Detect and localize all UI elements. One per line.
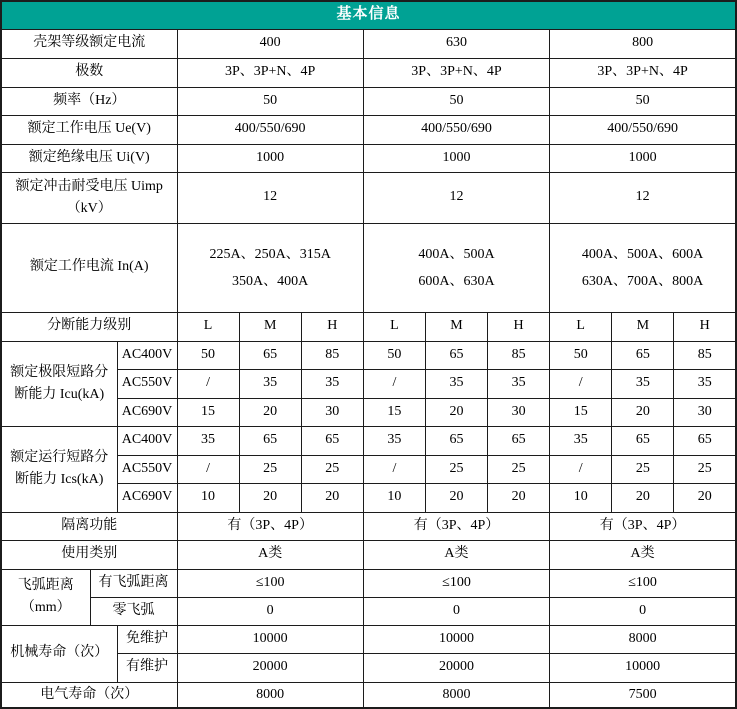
row-label-frequency: 频率（Hz） (1, 87, 177, 115)
value-cell: 1000 (550, 144, 736, 172)
table-row (1, 341, 736, 369)
value-cell: L (550, 312, 612, 341)
value-cell: 1000 (363, 144, 549, 172)
value-cell: A类 (550, 540, 736, 569)
value-cell: A类 (363, 540, 549, 569)
value-cell: 65 (425, 426, 487, 455)
value-cell: L (177, 312, 239, 341)
value-cell: H (674, 312, 736, 341)
value-cell: 35 (177, 426, 239, 455)
value-line: 400A、500A、600A (581, 246, 704, 262)
value-cell: 25 (425, 455, 487, 483)
value-cell: 50 (177, 87, 363, 115)
row-label-insulation-voltage: 额定绝缘电压 Ui(V) (1, 144, 177, 172)
value-cell: 800 (550, 29, 736, 58)
row-label-rated-voltage: 额定工作电压 Ue(V) (1, 115, 177, 144)
value-cell: 20 (612, 398, 674, 426)
value-cell: L (363, 312, 425, 341)
value-line: 400A、500A (418, 246, 495, 262)
value-cell: M (239, 312, 301, 341)
value-cell: 8000 (363, 682, 549, 708)
label-line: 飞弧距离 (17, 578, 74, 593)
row-label-utilization-category: 使用类别 (1, 540, 177, 569)
value-cell: 65 (301, 426, 363, 455)
label-line: （mm） (20, 600, 71, 615)
table-row (1, 172, 736, 223)
value-cell: 20 (488, 483, 550, 512)
value-cell: 35 (674, 369, 736, 398)
table-row (1, 625, 736, 653)
label-line: （kV） (66, 200, 112, 216)
value-cell: 35 (301, 369, 363, 398)
value-cell: 20 (612, 483, 674, 512)
sub-row-label: 有维护 (117, 653, 177, 682)
value-cell: 10 (550, 483, 612, 512)
value-cell: 50 (363, 341, 425, 369)
value-cell: 8000 (550, 625, 736, 653)
row-label-mechanical-life: 机械寿命（次） (1, 625, 117, 682)
value-cell: 65 (425, 341, 487, 369)
table-row (1, 29, 736, 58)
value-cell: 20 (239, 398, 301, 426)
sub-row-label: AC400V (117, 341, 177, 369)
sub-row-label: 免维护 (117, 625, 177, 653)
value-cell: 0 (177, 597, 363, 625)
value-cell: 85 (488, 341, 550, 369)
value-cell: 20 (674, 483, 736, 512)
value-cell: 35 (239, 369, 301, 398)
value-line: 630A、700A、800A (581, 273, 704, 289)
table-row (1, 144, 736, 172)
value-cell: 50 (363, 87, 549, 115)
value-cell: 65 (612, 341, 674, 369)
value-cell: 3P、3P+N、4P (363, 58, 549, 87)
value-cell: 30 (488, 398, 550, 426)
value-cell: 25 (612, 455, 674, 483)
value-cell: H (301, 312, 363, 341)
value-cell: 35 (363, 426, 425, 455)
value-cell: 50 (550, 87, 736, 115)
value-cell: / (550, 369, 612, 398)
value-cell (177, 223, 363, 312)
label-line: 额定极限短路分 (10, 364, 109, 380)
table-row (1, 569, 736, 597)
value-cell: 20 (239, 483, 301, 512)
value-cell: 10 (363, 483, 425, 512)
table-row (1, 512, 736, 540)
value-cell: M (612, 312, 674, 341)
value-cell: 10000 (177, 625, 363, 653)
value-cell (550, 223, 736, 312)
value-cell: 35 (488, 369, 550, 398)
table-title-row (1, 1, 736, 29)
value-cell: 400/550/690 (550, 115, 736, 144)
value-cell: 400/550/690 (177, 115, 363, 144)
value-cell: 0 (363, 597, 549, 625)
row-label-electrical-life: 电气寿命（次） (1, 682, 177, 708)
row-label-impulse-voltage (1, 172, 177, 223)
value-cell: 65 (612, 426, 674, 455)
value-cell: 有（3P、4P） (177, 512, 363, 540)
value-cell: 有（3P、4P） (363, 512, 549, 540)
table-title: 基本信息 (1, 1, 736, 29)
value-cell: / (363, 369, 425, 398)
value-cell: / (177, 369, 239, 398)
value-cell: ≤100 (177, 569, 363, 597)
value-cell: 25 (301, 455, 363, 483)
value-cell: 20 (301, 483, 363, 512)
value-cell: 20 (425, 483, 487, 512)
sub-row-label: 有飞弧距离 (90, 569, 177, 597)
table-row (1, 682, 736, 708)
value-cell: 15 (363, 398, 425, 426)
value-cell: 30 (674, 398, 736, 426)
row-label-frame-current: 壳架等级额定电流 (1, 29, 177, 58)
value-cell: 20000 (177, 653, 363, 682)
value-cell: 3P、3P+N、4P (550, 58, 736, 87)
table-row (1, 426, 736, 455)
table-row (1, 540, 736, 569)
table-row (1, 58, 736, 87)
label-line: 断能力 Ics(kA) (15, 472, 104, 487)
value-cell: 630 (363, 29, 549, 58)
value-cell: 25 (488, 455, 550, 483)
value-cell: 35 (425, 369, 487, 398)
value-cell: / (177, 455, 239, 483)
value-cell: 65 (239, 426, 301, 455)
value-cell: 85 (674, 341, 736, 369)
value-cell: 35 (612, 369, 674, 398)
value-cell: 0 (550, 597, 736, 625)
value-cell: 400/550/690 (363, 115, 549, 144)
row-label-isolation: 隔离功能 (1, 512, 177, 540)
value-cell: 12 (177, 172, 363, 223)
value-cell: 400 (177, 29, 363, 58)
value-cell (363, 223, 549, 312)
table-row (1, 115, 736, 144)
value-cell: M (425, 312, 487, 341)
value-cell: A类 (177, 540, 363, 569)
value-cell: H (488, 312, 550, 341)
value-cell: 25 (674, 455, 736, 483)
value-cell: 35 (550, 426, 612, 455)
row-label-icu (1, 341, 117, 426)
value-cell: ≤100 (550, 569, 736, 597)
sub-row-label: AC550V (117, 369, 177, 398)
value-cell: 10000 (363, 625, 549, 653)
value-cell: 65 (239, 341, 301, 369)
sub-row-label: AC400V (117, 426, 177, 455)
value-cell: 65 (674, 426, 736, 455)
table-row (1, 87, 736, 115)
row-label-ics (1, 426, 117, 512)
value-line: 225A、250A、315A (209, 246, 331, 262)
label-line: 额定冲击耐受电压 Uimp (15, 178, 163, 194)
sub-row-label: AC690V (117, 398, 177, 426)
value-line: 350A、400A (232, 273, 309, 289)
value-cell: 50 (550, 341, 612, 369)
value-cell: 20000 (363, 653, 549, 682)
sub-row-label: AC550V (117, 455, 177, 483)
label-line: 断能力 Icu(kA) (14, 386, 105, 402)
value-cell: / (550, 455, 612, 483)
value-cell: 15 (177, 398, 239, 426)
value-cell: 65 (488, 426, 550, 455)
row-label-breaking-levels: 分断能力级别 (1, 312, 177, 341)
value-cell: 10 (177, 483, 239, 512)
value-cell: / (363, 455, 425, 483)
value-cell: 30 (301, 398, 363, 426)
value-cell: 85 (301, 341, 363, 369)
value-cell: 1000 (177, 144, 363, 172)
sub-row-label: 零飞弧 (90, 597, 177, 625)
table-row (1, 312, 736, 341)
value-cell: 50 (177, 341, 239, 369)
value-cell: 3P、3P+N、4P (177, 58, 363, 87)
table-row (1, 597, 736, 625)
value-cell: 15 (550, 398, 612, 426)
value-cell: 20 (425, 398, 487, 426)
row-label-arc-distance (1, 569, 90, 625)
value-cell: ≤100 (363, 569, 549, 597)
label-line: 额定运行短路分 (10, 450, 109, 465)
value-cell: 8000 (177, 682, 363, 708)
value-cell: 有（3P、4P） (550, 512, 736, 540)
value-cell: 12 (550, 172, 736, 223)
value-cell: 7500 (550, 682, 736, 708)
row-label-rated-current: 额定工作电流 In(A) (1, 223, 177, 312)
value-cell: 12 (363, 172, 549, 223)
value-line: 600A、630A (418, 273, 495, 289)
sub-row-label: AC690V (117, 483, 177, 512)
value-cell: 10000 (550, 653, 736, 682)
value-cell: 25 (239, 455, 301, 483)
row-label-poles: 极数 (1, 58, 177, 87)
table-row (1, 223, 736, 312)
